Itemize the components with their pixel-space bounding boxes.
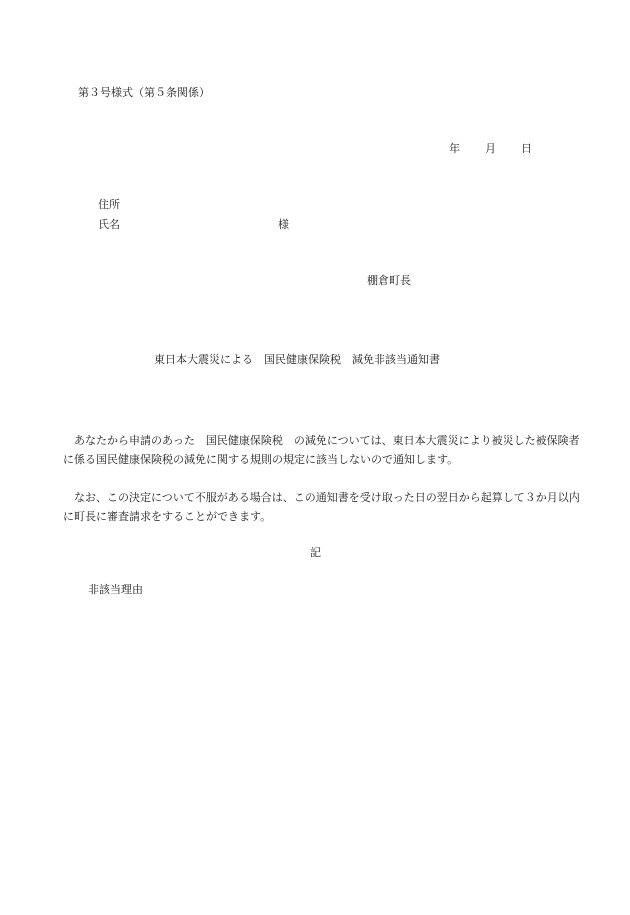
body-paragraph-2: なお、この決定について不服がある場合は、この通知書を受け取った日の翌日から起算して３か月以内に町長に審査請求をすることができます。 <box>63 491 580 523</box>
honorific: 様 <box>278 218 289 231</box>
month-label: 月 <box>485 142 496 155</box>
body-paragraph-1: あなたから申請のあった 国民健康保険税 の減免については、東日本大震災により被災した被保険者に係る国民健康保険税の減免に関する規則の規定に該当しないので通知します。 <box>63 434 580 466</box>
address-label: 住所 <box>98 198 120 211</box>
ki-mark: 記 <box>310 546 321 559</box>
year-label: 年 <box>449 142 460 155</box>
document-title: 東日本大震災による 国民健康保険税 減免非該当通知書 <box>154 353 440 366</box>
form-number: 第３号様式（第５条関係） <box>78 86 210 99</box>
reason-label: 非該当理由 <box>88 583 143 596</box>
day-label: 日 <box>521 142 532 155</box>
name-label: 氏名 <box>98 218 120 231</box>
issuer: 棚倉町長 <box>367 274 411 287</box>
